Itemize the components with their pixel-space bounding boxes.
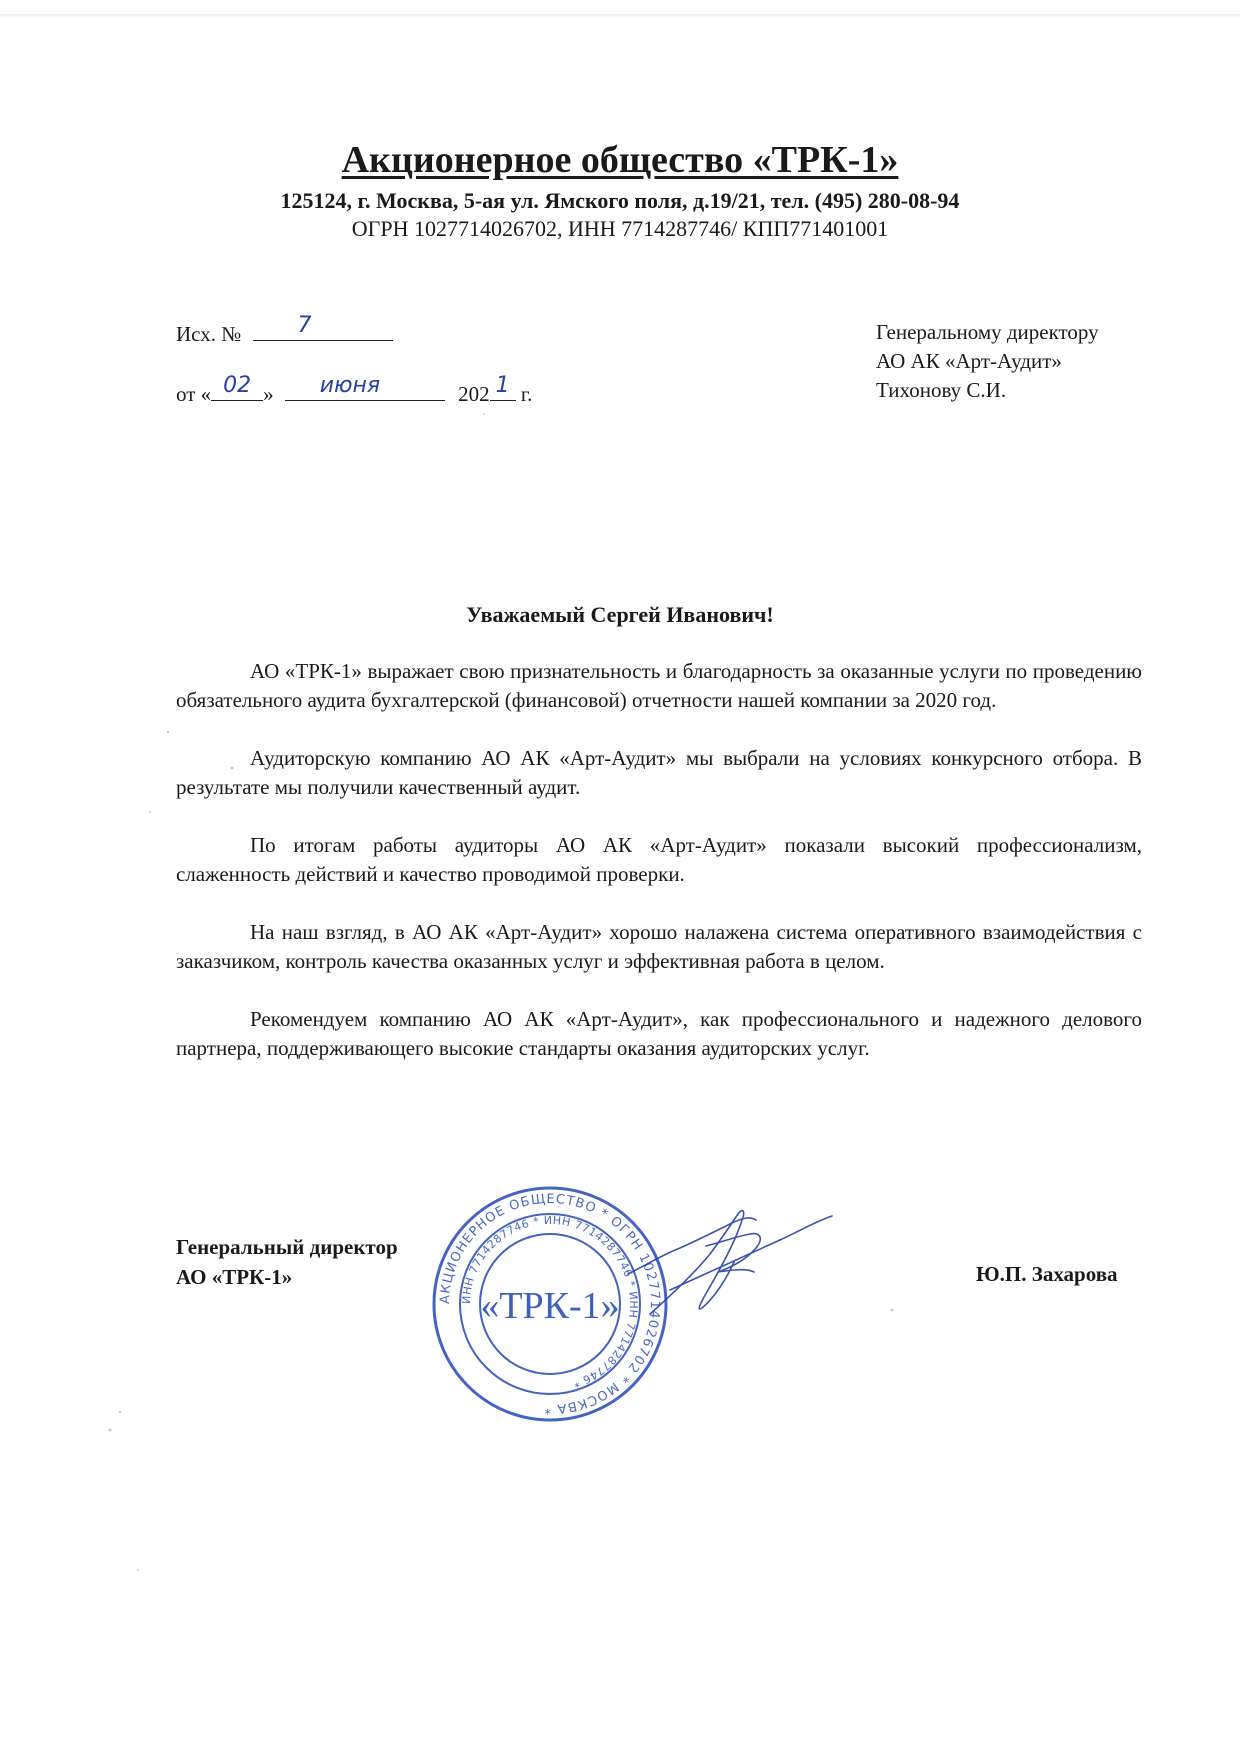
signatory-title (176, 1232, 398, 1292)
day-handwritten: 02 (223, 373, 252, 398)
date-prefix: от « (176, 382, 212, 406)
company-registration: ОГРН 1027714026702, ИНН 7714287746/ КПП771401001 (351, 216, 889, 241)
stamp-outer-text: АКЦИОНЕРНОЕ ОБЩЕСТВО * ОГРН 1027714026702 * МОСКВА * (437, 1191, 663, 1417)
signatory-position: Генеральный директор (176, 1235, 398, 1259)
paragraph-4: На наш взгляд, в АО АК «Арт-Аудит» хорошо налажена система оперативного взаимодействия с заказчиком, контроль качества оказанных услуг и эффективная работа в целом. (176, 920, 1142, 973)
stamp-center-text: «ТРК-1» (480, 1285, 620, 1327)
recipient-name: Тихонову С.И. (876, 378, 1007, 402)
letter-body (176, 657, 1142, 1092)
year-prefix: 202 (458, 382, 490, 406)
salutation: Уважаемый Сергей Иванович! (466, 602, 774, 627)
paragraph-3: По итогам работы аудиторы АО АК «Арт-Аудит» показали высокий профессионализм, слаженность действий и качество проводимой проверки. (176, 833, 1142, 886)
paragraph-2: Аудиторскую компанию АО АК «Арт-Аудит» мы выбрали на условиях конкурсного отбора. В результате мы получили качественный аудит. (176, 746, 1142, 799)
recipient-block (876, 318, 1099, 405)
stamp-inner-text: ИНН 7714287746 * ИНН 7714287746 * ИНН 7714287746 * (459, 1213, 641, 1391)
month-blank (285, 373, 445, 401)
outgoing-number-blank (253, 313, 393, 341)
outgoing-number-line (176, 313, 393, 347)
signatory-company: АО «ТРК-1» (176, 1265, 293, 1289)
recipient-company: АО АК «Арт-Аудит» (876, 349, 1062, 373)
year-suffix: г. (520, 382, 533, 406)
month-handwritten: июня (319, 373, 381, 398)
date-mid: » (263, 382, 274, 406)
paragraph-1: АО «ТРК-1» выражает свою признательность и благодарность за оказанные услуги по проведению обязательного аудита бухгалтерской (финансовой) отчетности нашей компании за 2020 год. (176, 659, 1142, 712)
signatory-name: Ю.П. Захарова (976, 1262, 1118, 1286)
year-handwritten: 1 (495, 373, 510, 398)
outgoing-date-line (176, 373, 533, 407)
paragraph-5: Рекомендуем компанию АО АК «Арт-Аудит», как профессионального и надежного делового партнера, поддерживающего высокие стандарты оказания аудиторских услуг. (176, 1007, 1142, 1060)
handwritten-signature (610, 1196, 835, 1336)
scan-edge (0, 14, 1240, 18)
company-address: 125124, г. Москва, 5-ая ул. Ямского поля, д.19/21, тел. (495) 280-08-94 (280, 188, 960, 213)
company-name: Акционерное общество «ТРК-1» (341, 139, 899, 181)
year-blank (490, 373, 516, 401)
outgoing-number-handwritten: 7 (297, 313, 312, 338)
outgoing-number-label: Исх. № (176, 322, 242, 346)
recipient-position: Генеральному директору (876, 320, 1099, 344)
